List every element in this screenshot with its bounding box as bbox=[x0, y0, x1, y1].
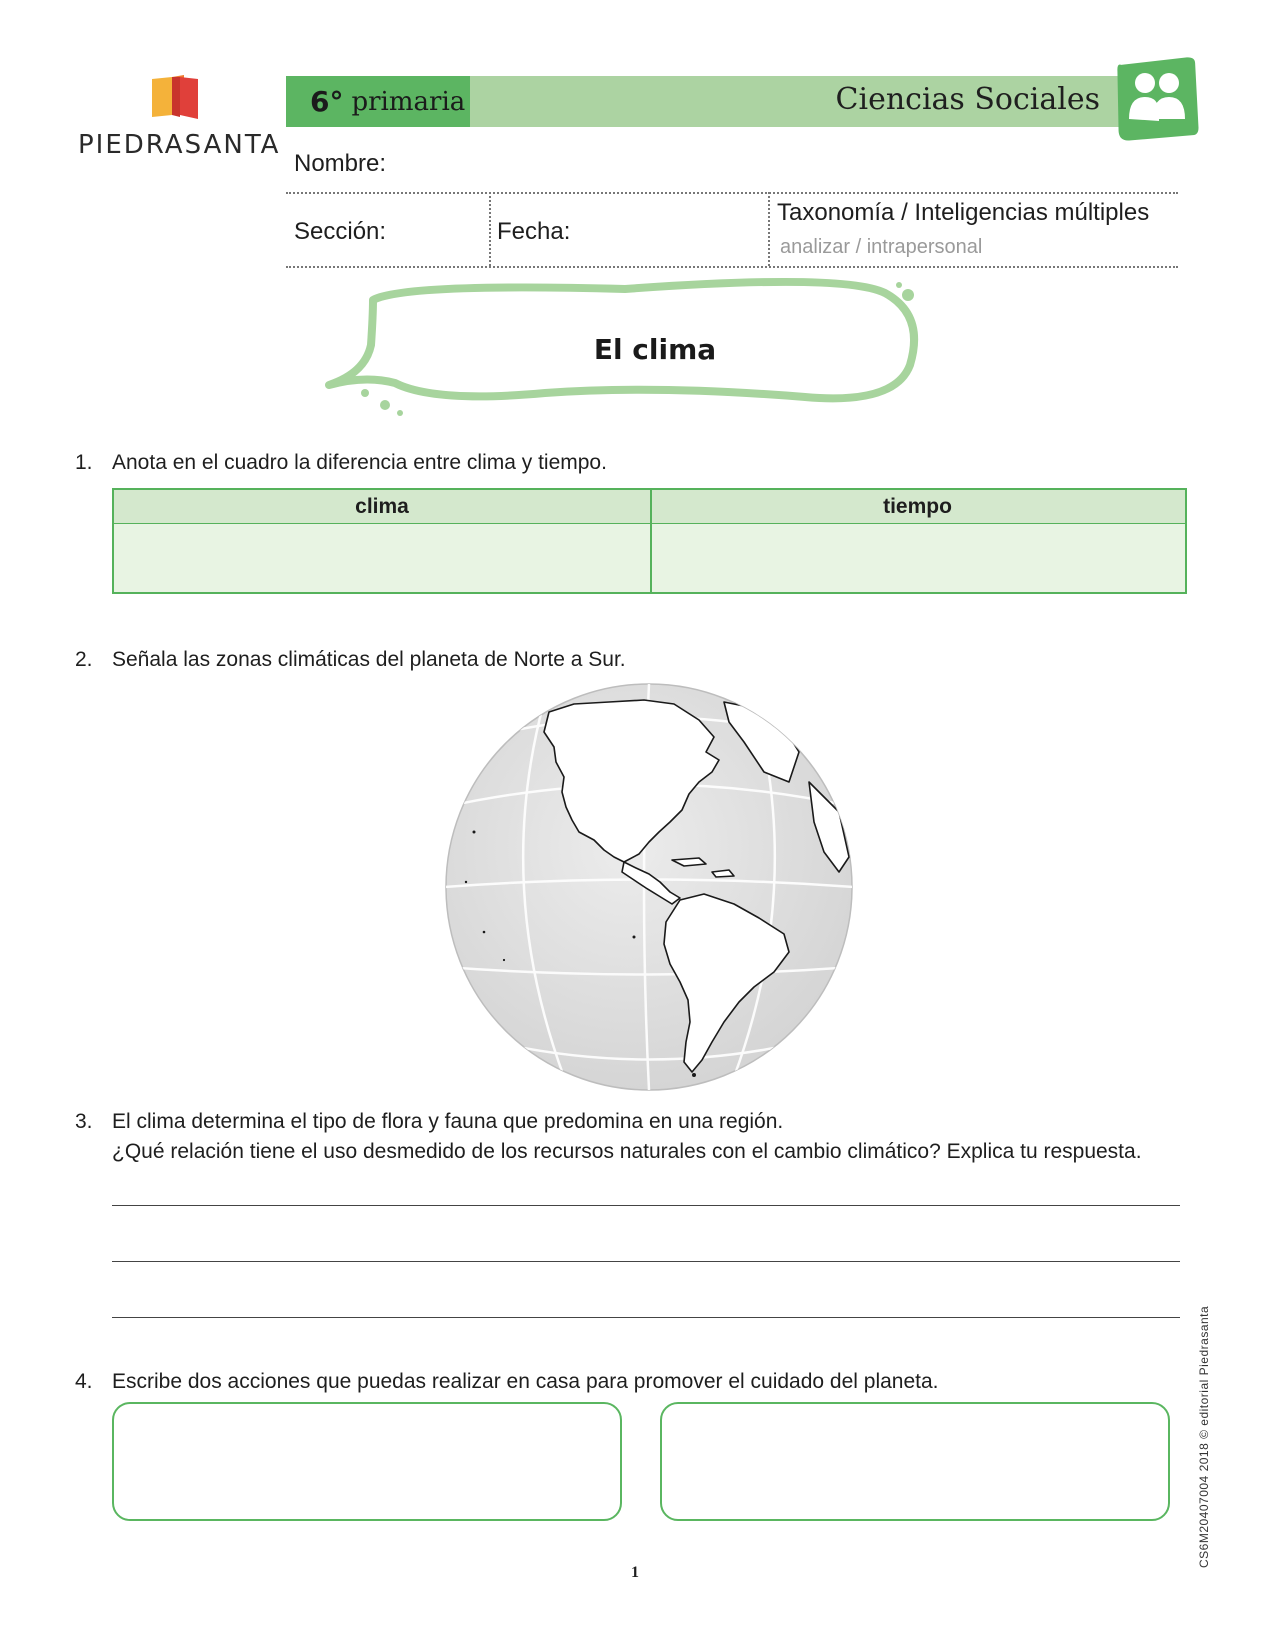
question-text: Escribe dos acciones que puedas realizar en casa para promover el cuidado del planeta. bbox=[112, 1370, 939, 1393]
subject-title: Ciencias Sociales bbox=[835, 82, 1100, 117]
answer-line[interactable] bbox=[112, 1205, 1180, 1206]
question-number: 3. bbox=[75, 1110, 93, 1133]
form-column-divider bbox=[768, 192, 770, 266]
table-column-divider bbox=[650, 490, 652, 592]
question-number: 1. bbox=[75, 451, 93, 474]
form-divider bbox=[286, 266, 1178, 268]
answer-line[interactable] bbox=[112, 1261, 1180, 1262]
grade-badge bbox=[286, 76, 470, 127]
question-number: 4. bbox=[75, 1370, 93, 1393]
question-text: Anota en el cuadro la diferencia entre clima y tiempo. bbox=[112, 451, 607, 474]
question-number: 2. bbox=[75, 648, 93, 671]
answer-line[interactable] bbox=[112, 1317, 1180, 1318]
form-divider bbox=[286, 192, 1178, 194]
nombre-label: Nombre: bbox=[294, 150, 387, 177]
answer-box-2[interactable] bbox=[660, 1402, 1170, 1521]
page-number: 1 bbox=[631, 1564, 639, 1581]
table-header-clima: clima bbox=[114, 490, 650, 524]
table-header-tiempo: tiempo bbox=[650, 490, 1185, 524]
page-title: El clima bbox=[593, 333, 717, 366]
question-text: ¿Qué relación tiene el uso desmedido de los recursos naturales con el cambio climático? Explica tu respuesta. bbox=[112, 1140, 1142, 1163]
clima-tiempo-table bbox=[112, 488, 1187, 594]
piedrasanta-logo-icon bbox=[150, 75, 200, 123]
question-text: Señala las zonas climáticas del planeta de Norte a Sur. bbox=[112, 648, 626, 671]
form-column-divider bbox=[489, 192, 491, 266]
seccion-label: Sección: bbox=[294, 218, 387, 245]
publication-code: CS6M20407004 2018 © editorial Piedrasanta bbox=[1197, 1305, 1211, 1568]
grade-word: primaria bbox=[351, 86, 466, 117]
grade-number: 6° bbox=[310, 85, 344, 118]
question-text: El clima determina el tipo de flora y fauna que predomina en una región. bbox=[112, 1110, 784, 1133]
people-icon bbox=[1115, 57, 1199, 143]
globe-americas-map bbox=[444, 682, 854, 1092]
taxonomy-title: Taxonomía / Inteligencias múltiples bbox=[777, 199, 1150, 226]
taxonomy-values: analizar / intrapersonal bbox=[780, 236, 983, 258]
brand-name: PIEDRASANTA bbox=[78, 130, 281, 160]
answer-box-1[interactable] bbox=[112, 1402, 622, 1521]
fecha-label: Fecha: bbox=[497, 218, 571, 245]
